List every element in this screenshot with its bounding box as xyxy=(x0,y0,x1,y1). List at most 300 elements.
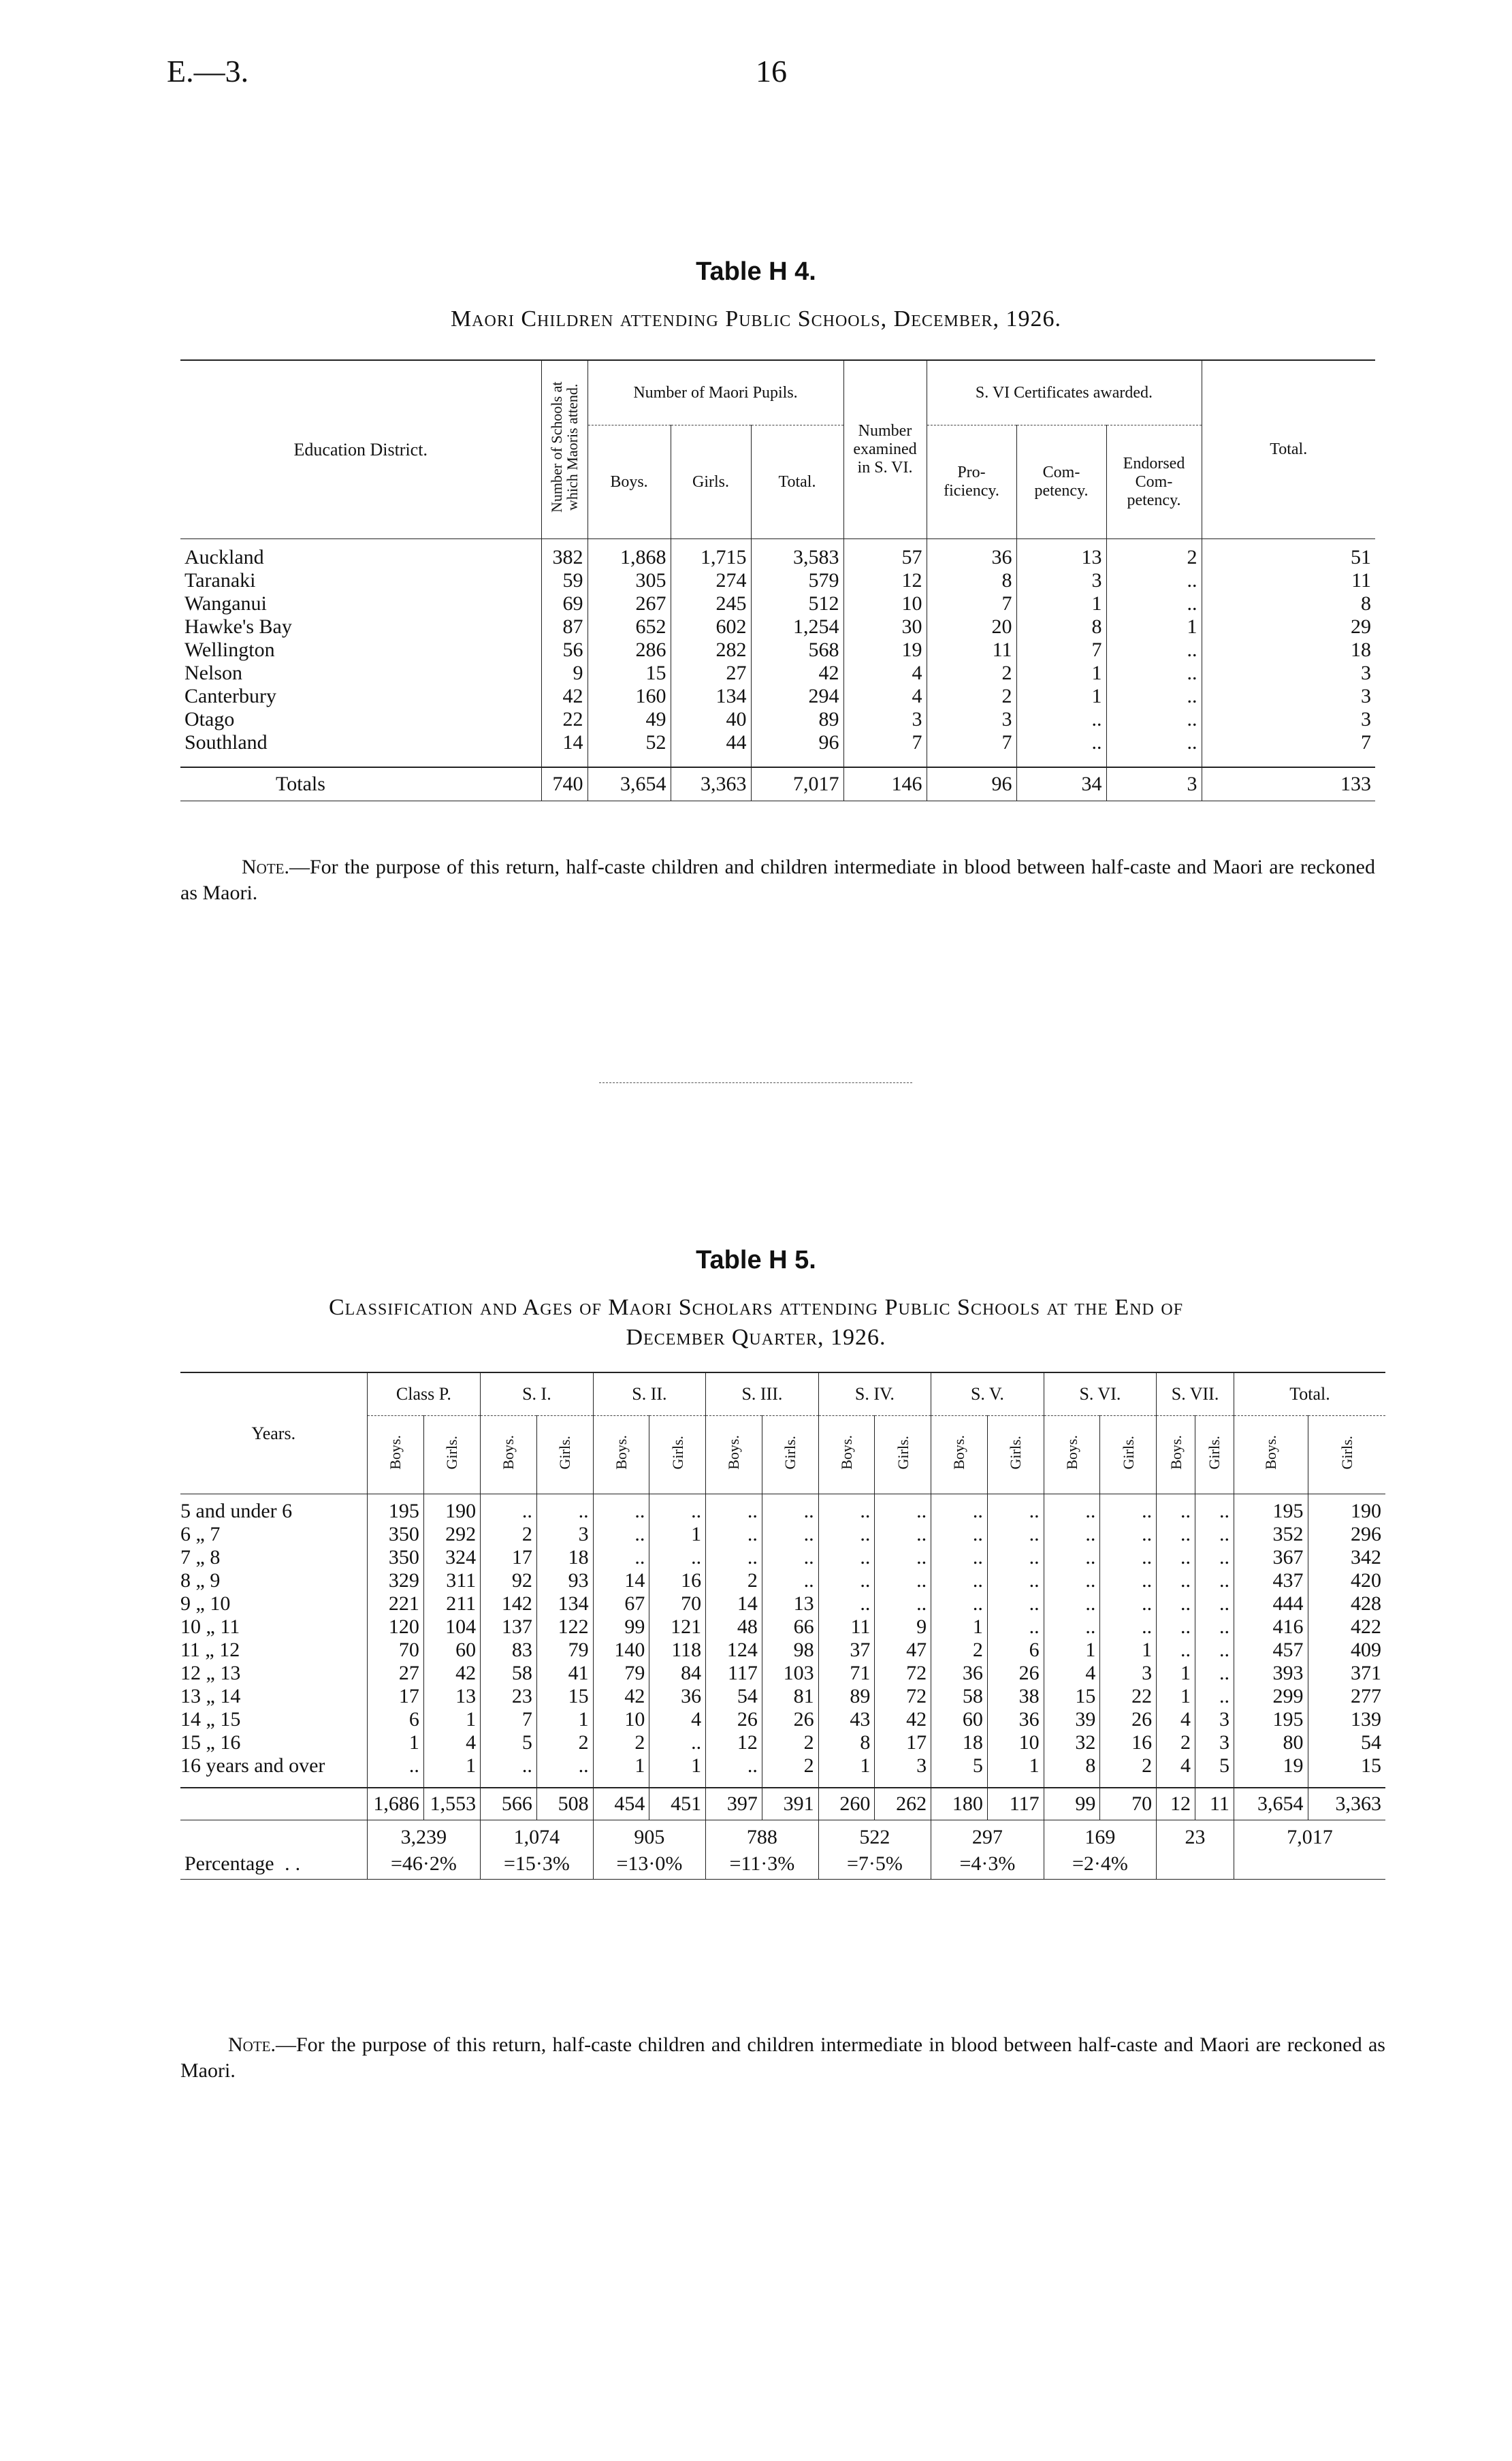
total-value: 1,686 xyxy=(367,1788,423,1820)
cell-value: 36 xyxy=(987,1708,1044,1731)
table-row xyxy=(180,592,1375,615)
cell-value: 14 xyxy=(706,1592,762,1615)
cell-value: 7 xyxy=(1202,731,1375,754)
header-pupils-group: Number of Maori Pupils. xyxy=(588,360,843,425)
table-row xyxy=(180,569,1375,592)
cell-value: 294 xyxy=(751,685,843,708)
cell-value: .. xyxy=(875,1523,931,1546)
cell-value: 7 xyxy=(481,1708,537,1731)
cell-value: 367 xyxy=(1234,1546,1308,1569)
cell-value: .. xyxy=(818,1494,875,1524)
header-boys: Boys. xyxy=(931,1416,988,1494)
cell-value: 67 xyxy=(593,1592,649,1615)
cell-value: 221 xyxy=(367,1592,423,1615)
cell-value: 3 xyxy=(1195,1708,1234,1731)
cell-value: 140 xyxy=(593,1639,649,1662)
cell-value: 96 xyxy=(751,731,843,754)
combined-total: 169 xyxy=(1044,1820,1157,1850)
percentage-value: =13·0% xyxy=(593,1849,706,1880)
cell-value: 409 xyxy=(1308,1639,1385,1662)
cell-value: 122 xyxy=(536,1615,593,1639)
cell-value: 7 xyxy=(1016,639,1106,662)
cell-value: 3 xyxy=(1202,685,1375,708)
cell-value: 8 xyxy=(927,569,1016,592)
cell-value: 20 xyxy=(927,615,1016,639)
cell-value: 3 xyxy=(927,708,1016,731)
header-class: S. VI. xyxy=(1044,1372,1157,1416)
total-value: 397 xyxy=(706,1788,762,1820)
cell-value: 1 xyxy=(1016,662,1106,685)
cell-value: 4 xyxy=(649,1708,706,1731)
cell-value: 7 xyxy=(927,731,1016,754)
cell-value: 6 xyxy=(987,1639,1044,1662)
total-value: 3 xyxy=(1106,767,1202,801)
cell-value: .. xyxy=(593,1546,649,1569)
total-value: 454 xyxy=(593,1788,649,1820)
cell-value: 29 xyxy=(1202,615,1375,639)
cell-value: 120 xyxy=(367,1615,423,1639)
district-name: Canterbury xyxy=(184,685,276,707)
cell-value: 3 xyxy=(1100,1662,1157,1685)
age-range: 13 „ 14 xyxy=(180,1685,241,1707)
age-range: 5 and under 6 xyxy=(180,1500,293,1522)
cell-value: 118 xyxy=(649,1639,706,1662)
header-years: Years. xyxy=(251,1423,296,1443)
cell-value: 8 xyxy=(1202,592,1375,615)
district-name: Wanganui xyxy=(184,592,267,615)
district-name: Auckland xyxy=(184,546,264,568)
percentage-value xyxy=(1234,1849,1385,1880)
cell-value: 286 xyxy=(588,639,671,662)
cell-value: .. xyxy=(1195,1592,1234,1615)
header-boys: Boys. xyxy=(1234,1416,1308,1494)
header-boys: Boys. xyxy=(588,425,671,539)
cell-value: 71 xyxy=(818,1662,875,1685)
cell-value: 36 xyxy=(931,1662,988,1685)
cell-value: 98 xyxy=(762,1639,818,1662)
table-row xyxy=(180,685,1375,708)
table-row xyxy=(180,731,1375,754)
cell-value: 305 xyxy=(588,569,671,592)
cell-value: 350 xyxy=(367,1523,423,1546)
cell-value: 422 xyxy=(1308,1615,1385,1639)
table-h4-note xyxy=(180,854,1375,906)
header-competency: Com- petency. xyxy=(1016,425,1106,539)
header-boys: Boys. xyxy=(367,1416,423,1494)
header-girls: Girls. xyxy=(987,1416,1044,1494)
cell-value: 195 xyxy=(367,1494,423,1524)
header-boys: Boys. xyxy=(1157,1416,1195,1494)
total-value: 11 xyxy=(1195,1788,1234,1820)
percentage-value: =2·4% xyxy=(1044,1849,1157,1880)
cell-value: 72 xyxy=(875,1685,931,1708)
table-row xyxy=(180,708,1375,731)
table-h5 xyxy=(180,1372,1385,1880)
cell-value: 4 xyxy=(843,662,927,685)
table-h4 xyxy=(180,359,1375,801)
cell-value: .. xyxy=(1195,1523,1234,1546)
total-value: 3,654 xyxy=(1234,1788,1308,1820)
cell-value: 22 xyxy=(541,708,588,731)
cell-value: 10 xyxy=(593,1708,649,1731)
cell-value: 42 xyxy=(541,685,588,708)
cell-value: 444 xyxy=(1234,1592,1308,1615)
header-district: Education District. xyxy=(293,439,428,460)
cell-value: 190 xyxy=(1308,1494,1385,1524)
cell-value: 11 xyxy=(818,1615,875,1639)
cell-value: 17 xyxy=(481,1546,537,1569)
cell-value: 54 xyxy=(706,1685,762,1708)
cell-value: .. xyxy=(762,1523,818,1546)
header-class: S. II. xyxy=(593,1372,706,1416)
cell-value: 5 xyxy=(1195,1754,1234,1778)
cell-value: 1,868 xyxy=(588,539,671,570)
cell-value: 267 xyxy=(588,592,671,615)
cell-value: .. xyxy=(1195,1569,1234,1592)
age-range: 15 „ 16 xyxy=(180,1731,241,1754)
combined-total: 3,239 xyxy=(367,1820,481,1850)
cell-value: 416 xyxy=(1234,1615,1308,1639)
district-name: Otago xyxy=(184,708,235,730)
table-row xyxy=(180,1523,1385,1546)
cell-value: .. xyxy=(931,1494,988,1524)
cell-value: 382 xyxy=(541,539,588,570)
cell-value: .. xyxy=(706,1546,762,1569)
cell-value: 371 xyxy=(1308,1662,1385,1685)
cell-value: .. xyxy=(706,1754,762,1778)
header-class: S. V. xyxy=(931,1372,1044,1416)
cell-value: 70 xyxy=(649,1592,706,1615)
cell-value: 52 xyxy=(588,731,671,754)
cell-value: 1 xyxy=(931,1615,988,1639)
cell-value: 11 xyxy=(927,639,1016,662)
cell-value: 16 xyxy=(1100,1731,1157,1754)
header-boys: Boys. xyxy=(706,1416,762,1494)
cell-value: .. xyxy=(987,1569,1044,1592)
table-h5-title-1: Classification and Ages of Maori Scholars attending Public Schools at the End of xyxy=(328,1295,1184,1320)
table-row xyxy=(180,662,1375,685)
district-name: Nelson xyxy=(184,662,242,684)
cell-value: 32 xyxy=(1044,1731,1100,1754)
cell-value: .. xyxy=(1195,1546,1234,1569)
cell-value: .. xyxy=(987,1546,1044,1569)
total-value: 70 xyxy=(1100,1788,1157,1820)
district-name: Taranaki xyxy=(184,569,256,592)
cell-value: 4 xyxy=(1044,1662,1100,1685)
cell-value: 2 xyxy=(927,662,1016,685)
cell-value: 6 xyxy=(367,1708,423,1731)
cell-value: 2 xyxy=(706,1569,762,1592)
cell-value: 1,254 xyxy=(751,615,843,639)
cell-value: 296 xyxy=(1308,1523,1385,1546)
cell-value: 2 xyxy=(1100,1754,1157,1778)
cell-value: 22 xyxy=(1100,1685,1157,1708)
cell-value: .. xyxy=(1195,1494,1234,1524)
note-label: Note. xyxy=(228,2033,276,2056)
percentage-row xyxy=(180,1849,1385,1880)
table-row xyxy=(180,539,1375,570)
cell-value: 277 xyxy=(1308,1685,1385,1708)
cell-value: .. xyxy=(762,1546,818,1569)
cell-value: 2 xyxy=(1157,1731,1195,1754)
total-value: 3,363 xyxy=(671,767,751,801)
cell-value: 134 xyxy=(536,1592,593,1615)
cell-value: 311 xyxy=(423,1569,480,1592)
cell-value: 15 xyxy=(536,1685,593,1708)
cell-value: 17 xyxy=(875,1731,931,1754)
cell-value: 8 xyxy=(818,1731,875,1754)
cell-value: 3 xyxy=(536,1523,593,1546)
note-text: —For the purpose of this return, half-caste children and children intermediate in blood between half-caste and Maori are reckoned as Maori. xyxy=(180,856,1375,904)
cell-value: 8 xyxy=(1044,1754,1100,1778)
cell-value: 1 xyxy=(649,1754,706,1778)
cell-value: 117 xyxy=(706,1662,762,1685)
cell-value: .. xyxy=(649,1494,706,1524)
cell-value: 3 xyxy=(1202,662,1375,685)
cell-value: .. xyxy=(1157,1592,1195,1615)
header-girls: Girls. xyxy=(762,1416,818,1494)
age-range: 12 „ 13 xyxy=(180,1662,241,1684)
header-girls: Girls. xyxy=(1308,1416,1385,1494)
cell-value: 40 xyxy=(671,708,751,731)
table-row xyxy=(180,1546,1385,1569)
cell-value: 393 xyxy=(1234,1662,1308,1685)
table-row xyxy=(180,1708,1385,1731)
cell-value: .. xyxy=(706,1494,762,1524)
cell-value: 19 xyxy=(1234,1754,1308,1778)
district-name: Hawke's Bay xyxy=(184,615,292,638)
total-value: 146 xyxy=(843,767,927,801)
total-value: 117 xyxy=(987,1788,1044,1820)
cell-value: .. xyxy=(481,1754,537,1778)
table-row xyxy=(180,1685,1385,1708)
cell-value: 211 xyxy=(423,1592,480,1615)
cell-value: 60 xyxy=(423,1639,480,1662)
cell-value: .. xyxy=(649,1546,706,1569)
cell-value: 81 xyxy=(762,1685,818,1708)
combined-total: 905 xyxy=(593,1820,706,1850)
cell-value: .. xyxy=(367,1754,423,1778)
cell-value: 39 xyxy=(1044,1708,1100,1731)
cell-value: 512 xyxy=(751,592,843,615)
cell-value: .. xyxy=(593,1494,649,1524)
cell-value: 292 xyxy=(423,1523,480,1546)
cell-value: 568 xyxy=(751,639,843,662)
cell-value: .. xyxy=(536,1494,593,1524)
combined-total: 297 xyxy=(931,1820,1044,1850)
header-girls: Girls. xyxy=(1195,1416,1234,1494)
cell-value: 79 xyxy=(593,1662,649,1685)
cell-value: 57 xyxy=(843,539,927,570)
cell-value: 93 xyxy=(536,1569,593,1592)
cell-value: 42 xyxy=(593,1685,649,1708)
age-range: 6 „ 7 xyxy=(180,1523,221,1545)
cell-value: 14 xyxy=(593,1569,649,1592)
header-schools: Number of Schools at which Maoris attend. xyxy=(541,360,588,539)
total-value: 260 xyxy=(818,1788,875,1820)
total-value: 262 xyxy=(875,1788,931,1820)
cell-value: .. xyxy=(1106,639,1202,662)
header-boys: Boys. xyxy=(1044,1416,1100,1494)
cell-value: .. xyxy=(818,1523,875,1546)
cell-value: 47 xyxy=(875,1639,931,1662)
cell-value: 13 xyxy=(1016,539,1106,570)
cell-value: 51 xyxy=(1202,539,1375,570)
cell-value: .. xyxy=(1195,1615,1234,1639)
cell-value: 1 xyxy=(1016,685,1106,708)
cell-value: 59 xyxy=(541,569,588,592)
header-examined: Number examined in S. VI. xyxy=(843,360,927,539)
cell-value: 26 xyxy=(987,1662,1044,1685)
age-range: 14 „ 15 xyxy=(180,1708,241,1731)
cell-value: 2 xyxy=(762,1754,818,1778)
table-h4-body xyxy=(180,539,1375,801)
age-range: 8 „ 9 xyxy=(180,1569,221,1592)
cell-value: 27 xyxy=(367,1662,423,1685)
cell-value: 1 xyxy=(649,1523,706,1546)
table-h5-note xyxy=(180,2032,1385,2084)
cell-value: 160 xyxy=(588,685,671,708)
header-class: S. III. xyxy=(706,1372,819,1416)
cell-value: 15 xyxy=(1044,1685,1100,1708)
table-row xyxy=(180,1569,1385,1592)
percentage-value: =11·3% xyxy=(706,1849,819,1880)
percentage-value: =7·5% xyxy=(818,1849,931,1880)
percentage-label: Percentage .. xyxy=(184,1852,306,1875)
cell-value: 190 xyxy=(423,1494,480,1524)
cell-value: 1 xyxy=(593,1754,649,1778)
cell-value: 49 xyxy=(588,708,671,731)
totals-row xyxy=(180,1788,1385,1820)
table-row xyxy=(180,639,1375,662)
cell-value: 1 xyxy=(423,1708,480,1731)
total-value: 451 xyxy=(649,1788,706,1820)
total-value: 3,654 xyxy=(588,767,671,801)
cell-value: .. xyxy=(1106,592,1202,615)
cell-value: .. xyxy=(649,1731,706,1754)
cell-value: .. xyxy=(1100,1615,1157,1639)
total-value: 3,363 xyxy=(1308,1788,1385,1820)
cell-value: 83 xyxy=(481,1639,537,1662)
cell-value: .. xyxy=(1195,1639,1234,1662)
cell-value: 11 xyxy=(1202,569,1375,592)
cell-value: 37 xyxy=(818,1639,875,1662)
cell-value: 38 xyxy=(987,1685,1044,1708)
cell-value: .. xyxy=(1157,1494,1195,1524)
cell-value: 58 xyxy=(481,1662,537,1685)
cell-value: .. xyxy=(1100,1546,1157,1569)
cell-value: .. xyxy=(818,1592,875,1615)
district-name: Southland xyxy=(184,731,268,754)
combined-total: 7,017 xyxy=(1234,1820,1385,1850)
header-boys: Boys. xyxy=(593,1416,649,1494)
cell-value: .. xyxy=(1195,1662,1234,1685)
cell-value: 9 xyxy=(875,1615,931,1639)
cell-value: .. xyxy=(818,1546,875,1569)
cell-value: .. xyxy=(1044,1615,1100,1639)
cell-value: 103 xyxy=(762,1662,818,1685)
header-endorsed: Endorsed Com- petency. xyxy=(1106,425,1202,539)
cell-value: 44 xyxy=(671,731,751,754)
cell-value: 23 xyxy=(481,1685,537,1708)
cell-value: .. xyxy=(875,1569,931,1592)
combined-total: 1,074 xyxy=(481,1820,594,1850)
note-text: —For the purpose of this return, half-caste children and children intermediate in blood between half-caste and Maori are reckoned as Maori. xyxy=(180,2033,1385,2082)
cell-value: .. xyxy=(706,1523,762,1546)
cell-value: 5 xyxy=(931,1754,988,1778)
cell-value: 142 xyxy=(481,1592,537,1615)
cell-value: 41 xyxy=(536,1662,593,1685)
total-value: 180 xyxy=(931,1788,988,1820)
cell-value: 137 xyxy=(481,1615,537,1639)
cell-value: 14 xyxy=(541,731,588,754)
percentage-totals-row xyxy=(180,1820,1385,1850)
cell-value: 15 xyxy=(588,662,671,685)
header-girls: Girls. xyxy=(649,1416,706,1494)
cell-value: 79 xyxy=(536,1639,593,1662)
cell-value: 1,715 xyxy=(671,539,751,570)
cell-value: 72 xyxy=(875,1662,931,1685)
cell-value: 437 xyxy=(1234,1569,1308,1592)
cell-value: 4 xyxy=(843,685,927,708)
totals-row xyxy=(180,767,1375,801)
section-divider xyxy=(599,1082,912,1083)
header-boys: Boys. xyxy=(818,1416,875,1494)
cell-value: .. xyxy=(1106,685,1202,708)
cell-value: 324 xyxy=(423,1546,480,1569)
cell-value: 3,583 xyxy=(751,539,843,570)
header-proficiency: Pro- ficiency. xyxy=(927,425,1016,539)
combined-total: 23 xyxy=(1157,1820,1234,1850)
cell-value: 13 xyxy=(762,1592,818,1615)
header-class: S. IV. xyxy=(818,1372,931,1416)
percentage-value: =4·3% xyxy=(931,1849,1044,1880)
cell-value: 1 xyxy=(536,1708,593,1731)
cell-value: 10 xyxy=(843,592,927,615)
table-row xyxy=(180,1662,1385,1685)
cell-value: .. xyxy=(1044,1592,1100,1615)
header-grand-total: Total. xyxy=(1202,360,1375,539)
cell-value: 274 xyxy=(671,569,751,592)
cell-value: 30 xyxy=(843,615,927,639)
cell-value: 3 xyxy=(1195,1731,1234,1754)
total-value: 99 xyxy=(1044,1788,1100,1820)
cell-value: 8 xyxy=(1016,615,1106,639)
cell-value: 12 xyxy=(706,1731,762,1754)
cell-value: .. xyxy=(1106,731,1202,754)
cell-value: 42 xyxy=(875,1708,931,1731)
cell-value: .. xyxy=(1157,1639,1195,1662)
cell-value: 15 xyxy=(1308,1754,1385,1778)
total-value: 391 xyxy=(762,1788,818,1820)
cell-value: 1 xyxy=(987,1754,1044,1778)
total-value: 7,017 xyxy=(751,767,843,801)
cell-value: 4 xyxy=(423,1731,480,1754)
cell-value: 17 xyxy=(367,1685,423,1708)
cell-value: 139 xyxy=(1308,1708,1385,1731)
cell-value: 69 xyxy=(541,592,588,615)
cell-value: .. xyxy=(987,1592,1044,1615)
cell-value: 2 xyxy=(536,1731,593,1754)
cell-value: .. xyxy=(762,1494,818,1524)
page-number: 16 xyxy=(756,54,787,89)
cell-value: .. xyxy=(1157,1546,1195,1569)
table-h5-body xyxy=(180,1494,1385,1880)
cell-value: 579 xyxy=(751,569,843,592)
cell-value: .. xyxy=(1100,1523,1157,1546)
cell-value: 1 xyxy=(367,1731,423,1754)
age-range: 10 „ 11 xyxy=(180,1615,240,1638)
